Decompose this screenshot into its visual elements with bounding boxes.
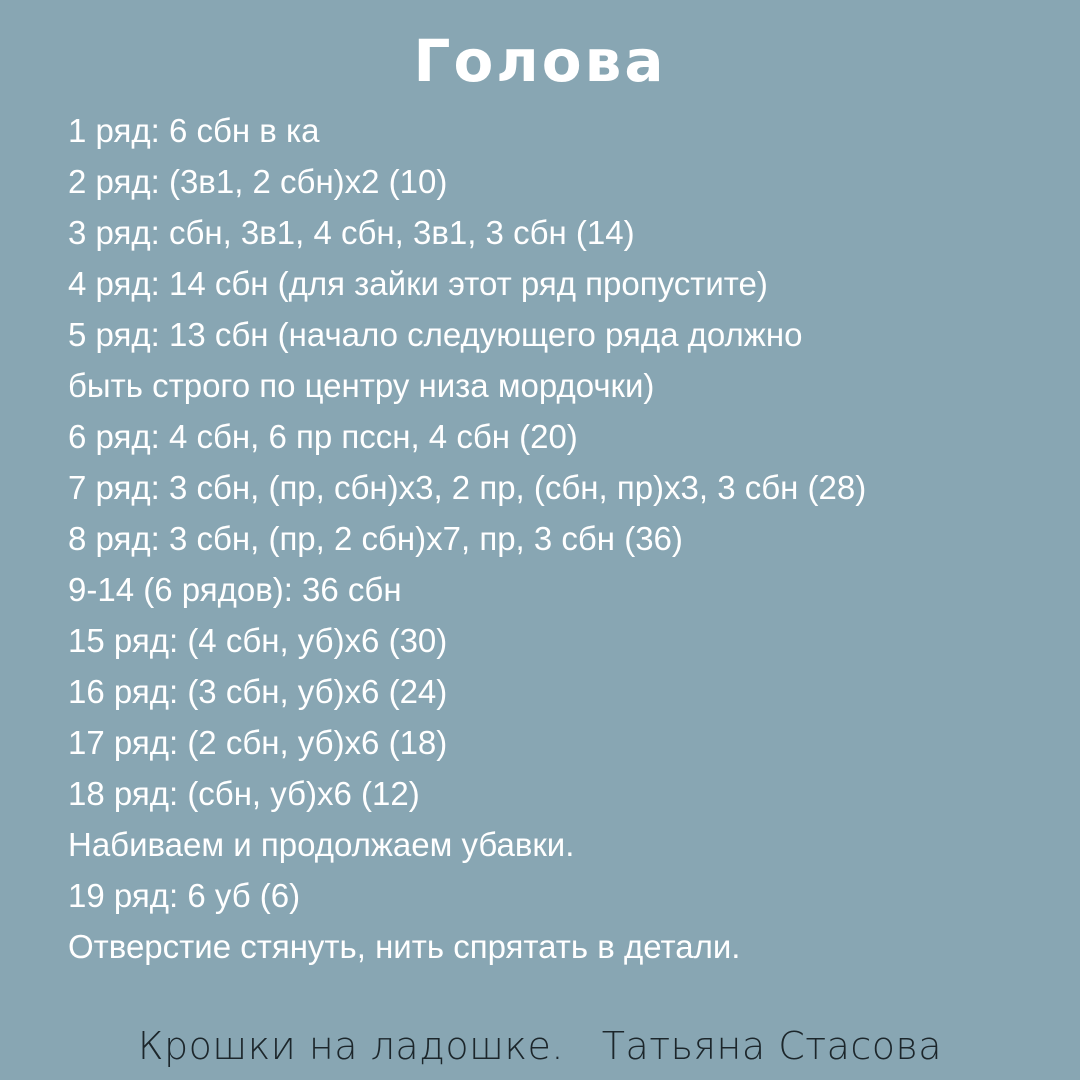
instruction-line: 16 ряд: (3 сбн, уб)х6 (24) xyxy=(68,673,448,710)
instruction-line: 17 ряд: (2 сбн, уб)х6 (18) xyxy=(68,724,448,761)
instruction-line: 1 ряд: 6 сбн в ка xyxy=(68,112,320,149)
instruction-line: 5 ряд: 13 сбн (начало следующего ряда должно xyxy=(68,316,803,353)
instruction-line: 2 ряд: (3в1, 2 сбн)х2 (10) xyxy=(68,163,448,200)
instruction-line: 3 ряд: сбн, 3в1, 4 сбн, 3в1, 3 сбн (14) xyxy=(68,214,635,251)
instruction-line: 8 ряд: 3 сбн, (пр, 2 сбн)х7, пр, 3 сбн (36) xyxy=(68,520,683,557)
instruction-line: 18 ряд: (сбн, уб)х6 (12) xyxy=(68,775,420,812)
instruction-list xyxy=(68,105,1058,972)
author-credit: Крошки на ладошке. Татьяна Стасова xyxy=(137,1024,943,1068)
instruction-line: быть строго по центру низа мордочки) xyxy=(68,367,655,404)
page-title: Голова xyxy=(413,27,667,95)
instruction-line: 4 ряд: 14 сбн (для зайки этот ряд пропустите) xyxy=(68,265,768,302)
instruction-line: 6 ряд: 4 сбн, 6 пр пссн, 4 сбн (20) xyxy=(68,418,578,455)
instruction-line: Отверстие стянуть, нить спрятать в детали. xyxy=(68,928,741,965)
instruction-line: 15 ряд: (4 сбн, уб)х6 (30) xyxy=(68,622,448,659)
instruction-line: 9-14 (6 рядов): 36 сбн xyxy=(68,571,402,608)
instruction-line: 19 ряд: 6 уб (6) xyxy=(68,877,301,914)
instruction-line: 7 ряд: 3 сбн, (пр, сбн)х3, 2 пр, (сбн, пр)х3, 3 сбн (28) xyxy=(68,469,867,506)
instruction-line: Набиваем и продолжаем убавки. xyxy=(68,826,575,863)
